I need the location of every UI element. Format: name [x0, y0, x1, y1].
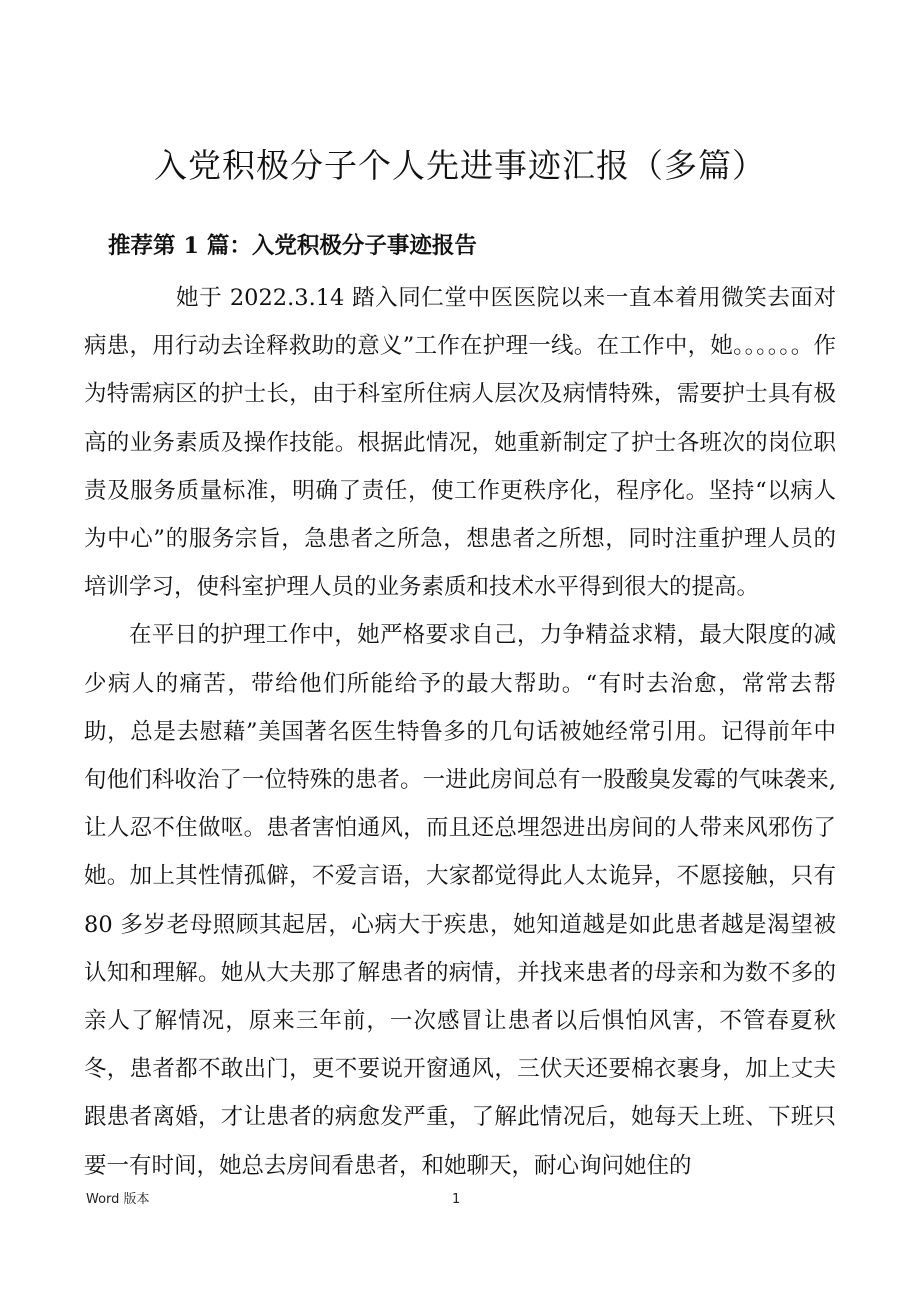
section-heading: 推荐第 1 篇：入党积极分子事迹报告	[108, 233, 477, 259]
paragraph-2: 在平日的护理工作中，她严格要求自己，力争精益求精，最大限度的减少病人的痛苦，带给他们所能给予的最大帮助。“有时去治愈，常常去帮助，总是去慰藉”美国著名医生特鲁多的几句话被她经常引用。记得前年中旬他们科收治了一位特殊的患者。一进此房间总有一股酸臭发霉的气味袭来,让人忍不住做呕。患者害怕通风，而且还总埋怨进出房间的人带来风邪伤了她。加上其性情孤僻，不爱言语，大家都觉得此人太诡异，不愿接触，只有 80 多岁老母照顾其起居，心病大于疾患，她知道越是如此患者越是渴望被认知和理解。她从大夫那了解患者的病情，并找来患者的母亲和为数不多的亲人了解情况，原来三年前，一次感冒让患者以后惧怕风害，不管春夏秋冬，患者都不敢出门，更不要说开窗通风，三伏天还要棉衣裹身，加上丈夫跟患者离婚，才让患者的病愈发严重，了解此情况后，她每天上班、下班只要一有时间，她总去房间看患者，和她聊天，耐心询问她住的	[84, 622, 836, 1179]
footer-page-number: 1	[452, 1192, 461, 1207]
body-text	[84, 274, 836, 1190]
document-title: 入党积极分子个人先进事迹汇报（多篇）	[154, 146, 766, 185]
paragraph-1: 她于 2022.3.14 踏入同仁堂中医医院以来一直本着用微笑去面对病患，用行动去诠释救助的意义”工作在护理一线。在工作中，她。。。。。。作为特需病区的护士长，由于科室所住病人层次及病情特殊，需要护士具有极高的业务素质及操作技能。根据此情况，她重新制定了护士各班次的岗位职责及服务质量标准，明确了责任，使工作更秩序化，程序化。坚持“以病人为中心”的服务宗旨，急患者之所急，想患者之所想，同时注重护理人员的培训学习，使科室护理人员的业务素质和技术水平得到很大的提高。	[84, 285, 836, 601]
footer-version-label: Word 版本	[86, 1192, 150, 1207]
